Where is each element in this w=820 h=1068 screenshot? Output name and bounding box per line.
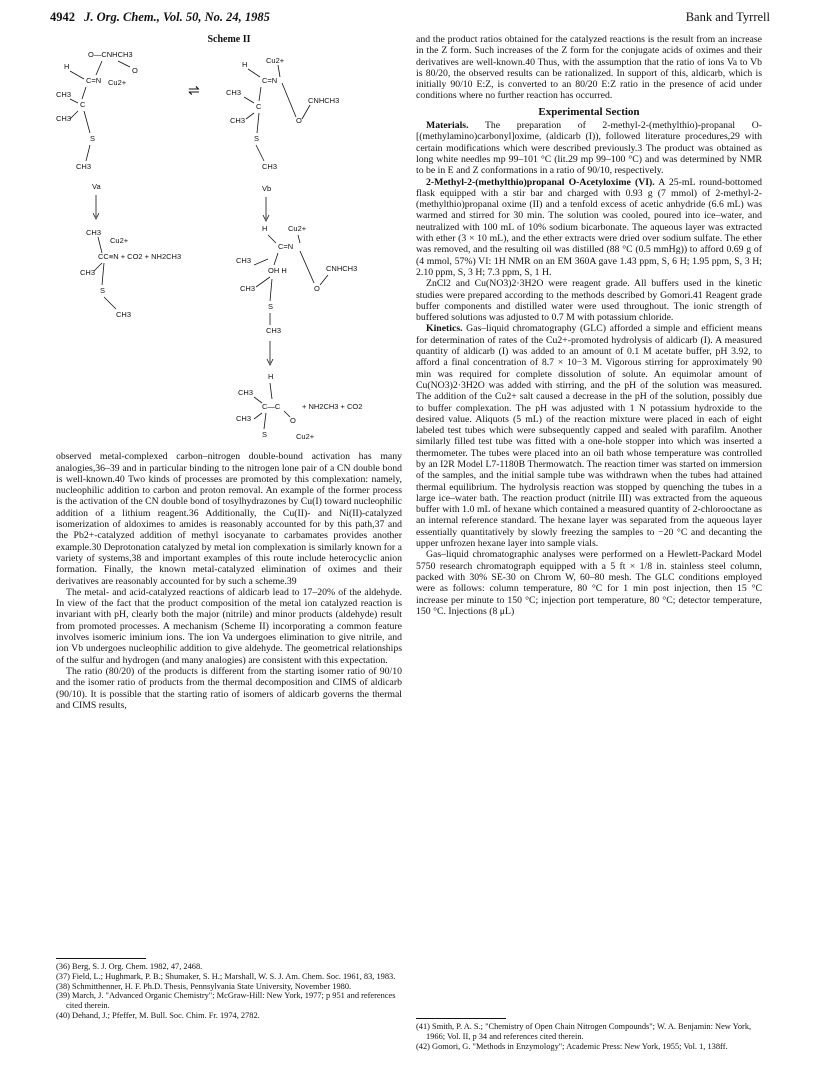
label-ch3: CH3 bbox=[236, 256, 252, 266]
label-s: S bbox=[262, 430, 268, 440]
label-ch3: CH3 bbox=[262, 162, 278, 172]
glc-paragraph: Gas–liquid chromatographic analyses were performed on a Hewlett-Packard Model 5750 research chromatograph equipped with a 5 ft × 1/8 in. stainless steel column, packed with 30% SE-30 on Chrom W, 60–80 mesh. The GLC conditions employed were as follows: column temperature, 80 °C for 1 min post injection, then 15 °C increase per minute to 150 °C; injection port temperature, 80 °C; detector temperature, 150 °C. Injections (8 μL) bbox=[416, 549, 762, 617]
label-c: C bbox=[256, 102, 262, 112]
reference-37: (37) Field, L.; Hughmark, P. B.; Shumaker, S. H.; Marshall, W. S. J. Am. Chem. Soc. 1961, 83, 1983. bbox=[56, 971, 396, 981]
running-header bbox=[50, 10, 770, 28]
label-ch3: CH3 bbox=[236, 414, 252, 424]
label-cu: Cu2+ bbox=[266, 56, 285, 66]
label-aldehyde-eq: + NH2CH3 + CO2 bbox=[302, 402, 363, 412]
discussion-continued: and the product ratios obtained for the catalyzed reactions is the result from an increase in the Z form. Such increases of the Z form for the conjugate acids of oximes and their derivatives are well-known.40 Thus, with the assumption that the ratio of ions Va to Vb is 80/20, the observed results can be rationalized. In support of this, aldicarb, which is initially 90/10 E:Z, is converted to an 80/20 E:Z ratio in the presence of acid under conditions where no further reaction has occurred. bbox=[416, 34, 762, 102]
kinetics-paragraph bbox=[416, 323, 762, 549]
label-cu: Cu2+ bbox=[296, 432, 315, 442]
footnote-rule bbox=[416, 1018, 506, 1019]
acetyloxime-text: A 25-mL round-bottomed flask equipped with a stir bar and charged with 0.93 g (7 mmol) of 2-methyl-2-(methylthio)propanal oxime (II) and a tenfold excess of acetic anhydride (6.6 mL) was warmed and stirred for 30 min. The solution was cooled, poured into ice–water, and neutralized with 100 mL of 10% sodium bicarbonate. The aqueous layer was extracted with ether (3 × 10 mL), and the ether extracts were dried over sodium sulfate. The ether was removed, and the resulting oil was distilled (88 °C (0.5 mmHg)) to afford 0.69 g of (4 mmol, 57%) VI: 1H NMR on an EM 360A gave 1.43 ppm, S, 6 H; 1.95 ppm, S, 3 H; 2.10 ppm, S, 3 H; 7.3 ppm, S, 1 H. bbox=[416, 176, 762, 278]
scheme-ii-diagram bbox=[56, 47, 402, 451]
label-c: C bbox=[80, 100, 86, 110]
svg-text:C=N: C=N bbox=[278, 242, 294, 252]
label-ch3: CH3 bbox=[56, 90, 72, 100]
structure-vb bbox=[226, 56, 339, 221]
label-ch3: CH3 bbox=[238, 388, 254, 398]
materials-heading: Materials. bbox=[426, 120, 469, 132]
kinetics-heading: Kinetics. bbox=[426, 323, 463, 335]
aldehyde-products bbox=[236, 372, 362, 441]
footnote-rule bbox=[56, 958, 146, 959]
label-h: H bbox=[64, 62, 70, 72]
label-o: O bbox=[296, 116, 302, 126]
label-h: H bbox=[262, 224, 268, 234]
label-ch3: CH3 bbox=[240, 284, 256, 294]
footnotes-left bbox=[56, 958, 402, 1021]
label-ch3: CH3 bbox=[56, 114, 72, 124]
scheme-title: Scheme II bbox=[207, 34, 251, 45]
label-ch3: CH3 bbox=[86, 228, 102, 238]
page-number: 4942 bbox=[50, 10, 75, 24]
reference-36: (36) Berg, S. J. Org. Chem. 1982, 47, 2468. bbox=[56, 962, 203, 971]
label-s: S bbox=[268, 302, 274, 312]
right-column bbox=[416, 34, 762, 617]
label-s: S bbox=[254, 134, 260, 144]
reference-42: (42) Gomori, G. "Methods in Enzymology"; Academic Press: New York, 1955; Vol. 1, 138ff. bbox=[416, 1041, 728, 1051]
discussion-para-3: The ratio (80/20) of the products is different from the starting isomer ratio of 90/10 and the isomer ratio of products from the thermal decomposition and CIMS of aldicarb (90/10). It is possible that the starting ratio of isomers of aldicarb governs the thermal and CIMS results, bbox=[56, 665, 402, 711]
label-o: O bbox=[290, 416, 296, 426]
materials-paragraph bbox=[416, 120, 762, 176]
label-ohh: OH H bbox=[268, 266, 287, 276]
label-ch3: CH3 bbox=[226, 88, 242, 98]
svg-text:C—C: C—C bbox=[262, 402, 281, 412]
left-column bbox=[56, 34, 402, 711]
footnotes-right bbox=[416, 1018, 762, 1051]
label-nitrile-eq: CC≡N + CO2 + NH2CH3 bbox=[98, 252, 182, 262]
header-left bbox=[50, 10, 270, 25]
label-ocnhch3: O—CNHCH3 bbox=[88, 50, 133, 60]
discussion-para-2: The metal- and acid-catalyzed reactions of aldicarb lead to 17–20% of the aldehyde. In view of the fact that the product composition of the metal ion catalyzed reaction is invariant with pH, clearly both the major (nitrile) and minor products (aldehyde) result from promoted processes. A mechanism (Scheme II) incorporating a common feature involves isomeric iminium ions. The ion Va undergoes elimination to give nitrile, and ion Vb undergoes nucleophilic addition to give aldehyde. The geometrical relationships of the sulfur and hydrogen (and many analogies) are consistent with this expectation. bbox=[56, 586, 402, 666]
label-cu: Cu2+ bbox=[110, 236, 129, 246]
nitrile-products bbox=[80, 228, 181, 319]
label-cnhch3: CNHCH3 bbox=[308, 96, 340, 106]
label-s: S bbox=[90, 134, 96, 144]
reagents-paragraph: ZnCl2 and Cu(NO3)2·3H2O were reagent grade. All buffers used in the kinetic studies were prepared according to the methods described by Gomori.41 Reagent grade buffer components and distilled water were used throughout. The ionic strength of buffered solutions was adjusted to 0.7 M with potassium chloride. bbox=[416, 278, 762, 324]
label-ch3: CH3 bbox=[80, 268, 96, 278]
header-authors: Bank and Tyrrell bbox=[685, 10, 770, 24]
svg-text:C=N: C=N bbox=[262, 76, 278, 86]
label-cnhch3: CNHCH3 bbox=[326, 264, 358, 274]
label-h: H bbox=[242, 60, 248, 70]
label-h: H bbox=[268, 372, 274, 382]
section-title-experimental: Experimental Section bbox=[538, 105, 640, 118]
reference-39: (39) March, J. "Advanced Organic Chemistry"; McGraw-Hill: New York, 1977; p 951 and references cited therein. bbox=[56, 991, 396, 1011]
materials-text: The preparation of 2-methyl-2-(methylthio)-propanal O-[(methylamino)carbonyl]oxime, (aldicarb (I)), followed literature procedures,29 with certain modifications which were described previously.3 The product was obtained as long white needles mp 99–101 °C (lit.29 mp 99–100 °C) and was determined by NMR to be in E and Z conformations in a ratio of 90/10, respectively. bbox=[416, 120, 762, 177]
hydrated-intermediate bbox=[236, 224, 357, 365]
reference-41: (41) Smith, P. A. S.; "Chemistry of Open Chain Nitrogen Compounds"; W. A. Benjamin: New York, 1966; Vol. II, p 34 and references cited therein. bbox=[416, 1022, 752, 1041]
label-ch3: CH3 bbox=[266, 326, 282, 336]
acetyloxime-paragraph bbox=[416, 177, 762, 279]
structure-va bbox=[56, 50, 138, 219]
label-o: O bbox=[132, 66, 138, 76]
label-ch3: CH3 bbox=[230, 116, 246, 126]
label-s: S bbox=[100, 286, 106, 296]
reference-40: (40) Dehand, J.; Pfeffer, M. Bull. Soc. Chim. Fr. 1974, 2782. bbox=[56, 1010, 260, 1020]
label-va: Va bbox=[92, 182, 101, 192]
acetyloxime-heading: 2-Methyl-2-(methylthio)propanal O-Acetyloxime (VI). bbox=[426, 176, 655, 188]
equilibrium-arrow: ⇌ bbox=[188, 82, 200, 99]
label-o: O bbox=[314, 284, 320, 294]
svg-text:C=N: C=N bbox=[86, 76, 102, 86]
label-ch3: CH3 bbox=[76, 162, 92, 172]
reference-38: (38) Schmitthenner, H. F. Ph.D. Thesis, Pennsylvania State University, November 1980. bbox=[56, 981, 352, 991]
journal-citation: J. Org. Chem., Vol. 50, No. 24, 1985 bbox=[84, 10, 270, 24]
label-ch3: CH3 bbox=[116, 310, 132, 320]
discussion-para-1: observed metal-complexed carbon–nitrogen double-bound activation has many analogies,36–39 and in particular binding to the nitrogen lone pair of a CN double bond is well-known.40 Two kinds of processes are promoted by this complexation: namely, nucleophilic addition to carbon and proton removal. An example of the former process is the activation of the CN double bond of tosylhydrazones by Cu(I) toward nucleophilic addition of a lithium reagent.36 Additionally, the Cu(II)- and Ni(II)-catalyzed isomerization of aldoximes to amides is reasonably accounted for by this path,37 and the Pb2+-catalyzed addition of methyl isocyanate to carbamates provides another example.30 Deprotonation catalyzed by metal ion complexation is similarly known for a variety of systems,38 and important examples of this route include heterocyclic anion formation. Finally, the known metal-catalyzed elimination of oximes and their derivatives are reasonably accounted for by such a scheme.39 bbox=[56, 451, 402, 587]
label-cu: Cu2+ bbox=[288, 224, 307, 234]
kinetics-text: Gas–liquid chromatography (GLC) afforded a simple and efficient means for determination of rates of the Cu2+-promoted hydrolysis of aldicarb (I). A measured quantity of aldicarb (I) was added to an amount of 0.1 M acetate buffer, pH 3.92, to afford a final concentration of 8.7 × 10−3 M. Vigorous stirring for approximately 90 min was required for complete dissolution of solute. An equimolar amount of Cu(NO3)2·3H2O was added with stirring, and the pH of the solution was measured. The addition of the Cu2+ salt caused a decrease in the pH of the solution, possibly due to buffer complexation. The pH was adjusted with 1 N potassium hydroxide to the desired value. Aliquots (5 mL) of the reaction mixture were placed in each of eight labeled test tubes which were subsequently capped and sealed with parafilm. Another similarly filled test tube was fitted with a one-hole stopper into which was inserted a thermometer. The tubes were placed into an oil bath whose temperature was controlled by an I2R Model L7-1180B Thermowatch. The reaction timer was started on immersion of the samples, and the initial sample tube was withdrawn when the tubes had attained thermal equilibrium. The hydrolysis reaction was stopped by quenching the tubes in a large ice–water bath. The reaction product (nitrile III) was extracted from the aqueous buffer with 1.0 mL of hexane which contained a measured quantity of 2-chlorooctane as an internal reference standard. The hexane layer was separated from the aqueous layer essentially quantitatively by slowly freezing the samples to −20 °C and decanting the upper unfrozen hexane layer into sample vials. bbox=[416, 323, 762, 550]
label-cu: Cu2+ bbox=[108, 78, 127, 88]
label-vb: Vb bbox=[262, 184, 272, 194]
